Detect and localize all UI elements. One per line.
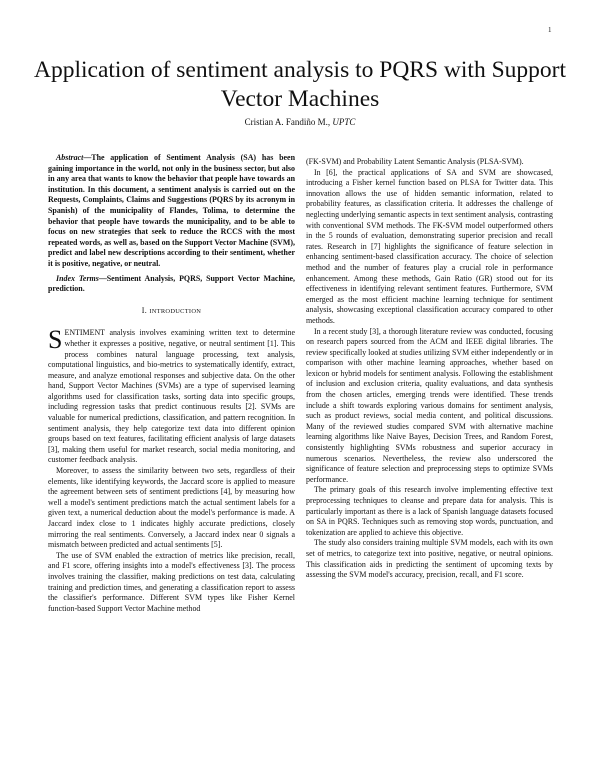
right-paragraph-0: (FK-SVM) and Probability Latent Semantic Analysis (PLSA-SVM).	[306, 157, 524, 166]
intro-paragraph-2: Moreover, to assess the similarity between two sets, regardless of their elements, like identifying keywords, the Jaccard score is applied to measure the agreement between sets of sentiment predictions [4], by measuring how well a model's sentiment predictions match the actual sentiment labels for a given text, a numerical deduction about the model's performance is made. A Jaccard index close to 1 indicates highly accurate predictions, closely mirroring the real sentiments. Conversely, a Jaccard index near 0 signals a mismatch between predicted and actual sentiments [5].	[48, 466, 295, 550]
section-title: INTRODUCTION	[149, 307, 202, 315]
author-affiliation: UPTC	[332, 117, 356, 127]
right-paragraph-3: The primary goals of this research involve implementing effective text preprocessing techniques to cleanse and prepare data for analysis. This is particularly important as there is a lack of Spanish language datasets focused on SA in PQRS. Techniques such as removing stop words, punctuation, and tokenization are applied to achieve this objective.	[306, 485, 553, 537]
right-paragraph-1: In [6], the practical applications of SA and SVM are showcased, introducing a Fisher kernel function based on PLSA for Twitter data. This innovation allows the use of hidden semantic information, related to probability features, as classification criteria. It addresses the challenge of neglecting underlying semantic aspects in text sentiment analysis, contrasting with conventional SVM methods. The FK-SVM model outperformed others in the 5 rounds of evaluation, demonstrating superior precision and recall rates. Research in [7] highlights the significance of feature selection in enhancing sentiment-based classification accuracy. The choice of selection method and the number of features play a crucial role in performance enhancement. Among these methods, Gain Ratio (GR) stood out for its effectiveness in identifying relevant sentiment features. Furthermore, SVM emerged as the most efficient machine learning technique for sentiment analysis, showcasing exceptional classification accuracy compared to other methods.	[306, 167, 553, 325]
abstract-label: Abstract	[56, 153, 84, 162]
intro-paragraph-3: The use of SVM enabled the extraction of metrics like precision, recall, and F1 score, offering insights into a model's effectiveness [3]. The process involves training the classifier, making predictions on test data, calculating training and prediction times, and generating a classification report to assess the classifier's performance. Different SVM types like Fisher Kernel function-based Support Vector Machine method	[48, 550, 295, 613]
index-terms	[48, 274, 295, 295]
page-number: 1	[548, 26, 552, 34]
right-paragraph-2: In a recent study [3], a thorough literature review was conducted, focusing on research papers sourced from the ACM and IEEE digital libraries. The review specifically looked at studies utilizing SVM either independently or in comparison with other machine learning approaches, whether based on lexicon or hybrid models for sentiment analysis. Following the establishment of inclusion and exclusion criteria, quality evaluations, and data synthesis from the chosen articles, emerging trends were identified. These trends include a shift towards exploring various domains for sentiment analysis, such as product reviews, social media content, and political discussions. Many of the reviewed studies compared SVM with alternative machine learning algorithms like Naive Bayes, Decision Trees, and Random Forest, consistently highlighting SVMs robustness and superior accuracy in numerous scenarios. Nevertheless, the review also underscored the significance of feature selection and preprocessing steps to optimize SVMs performance.	[306, 326, 553, 484]
right-column	[306, 157, 553, 581]
abstract	[48, 153, 295, 270]
intro-first-word: ENTIMENT	[64, 328, 105, 338]
abstract-text: —The application of Sentiment Analysis (SA) has been gaining importance in the world, not only in the business sector, but also in any area that wants to know the behavior that people have towards an institution. In this document, a sentiment analysis is carried out on the Requests, Complaints, Claims and Suggestions (PQRS by its acronym in Spanish) of the municipality of Flandes, Tolima, to determine the behavior that people have towards the municipality, and to be able to focus on new strategies that seek to reduce the RCCS with the most repeated words, as well as, based on the Support Vector Machine (SVM), predict and label new descriptions according to their sentiment, whether it is positive, negative, or neutral.	[48, 153, 295, 268]
section-heading	[48, 306, 295, 318]
intro-paragraph-1-text: analysis involves examining written text to determine whether it expresses a positive, negative, or neutral sentiment [1]. This process combines natural language processing, text analysis, computational linguistics, and bio-metrics to systematically identify, extract, measure, and analyze emotional responses and subjective data. On the other hand, Support Vector Machines (SVMs) are a type of supervised learning algorithms used for classification tasks, sorting data into specific groups, including regression tasks that predict continuous results [2]. SVMs are valuable for numerical predictions, classification, and pattern recognition. In sentiment analysis, they help categorize text data into different opinion groups based on text features, facilitating efficient analysis of large datasets [3], making them useful for market research, social media monitoring, and customer feedback analysis.	[48, 328, 295, 465]
right-paragraph-4: The study also considers training multiple SVM models, each with its own set of metrics, to categorize text into positive, negative, or neutral opinions. This classification aids in predicting the sentiment of upcoming texts by assessing the SVM model's accuracy, precision, recall, and F1 score.	[306, 538, 553, 580]
index-terms-label: Index Terms	[56, 273, 99, 283]
drop-cap: S	[48, 325, 63, 355]
index-terms-text: —Sentiment Analysis, PQRS, Support Vector Machine, prediction.	[48, 273, 295, 294]
left-column	[48, 153, 295, 614]
author-name: Cristian A. Fandiño M.,	[244, 117, 331, 127]
intro-paragraph-1	[48, 325, 295, 466]
author-line	[0, 117, 600, 127]
paper-title: Application of sentiment analysis to PQRS with Support Vector Machines	[34, 57, 566, 112]
section-number: I.	[141, 305, 148, 315]
